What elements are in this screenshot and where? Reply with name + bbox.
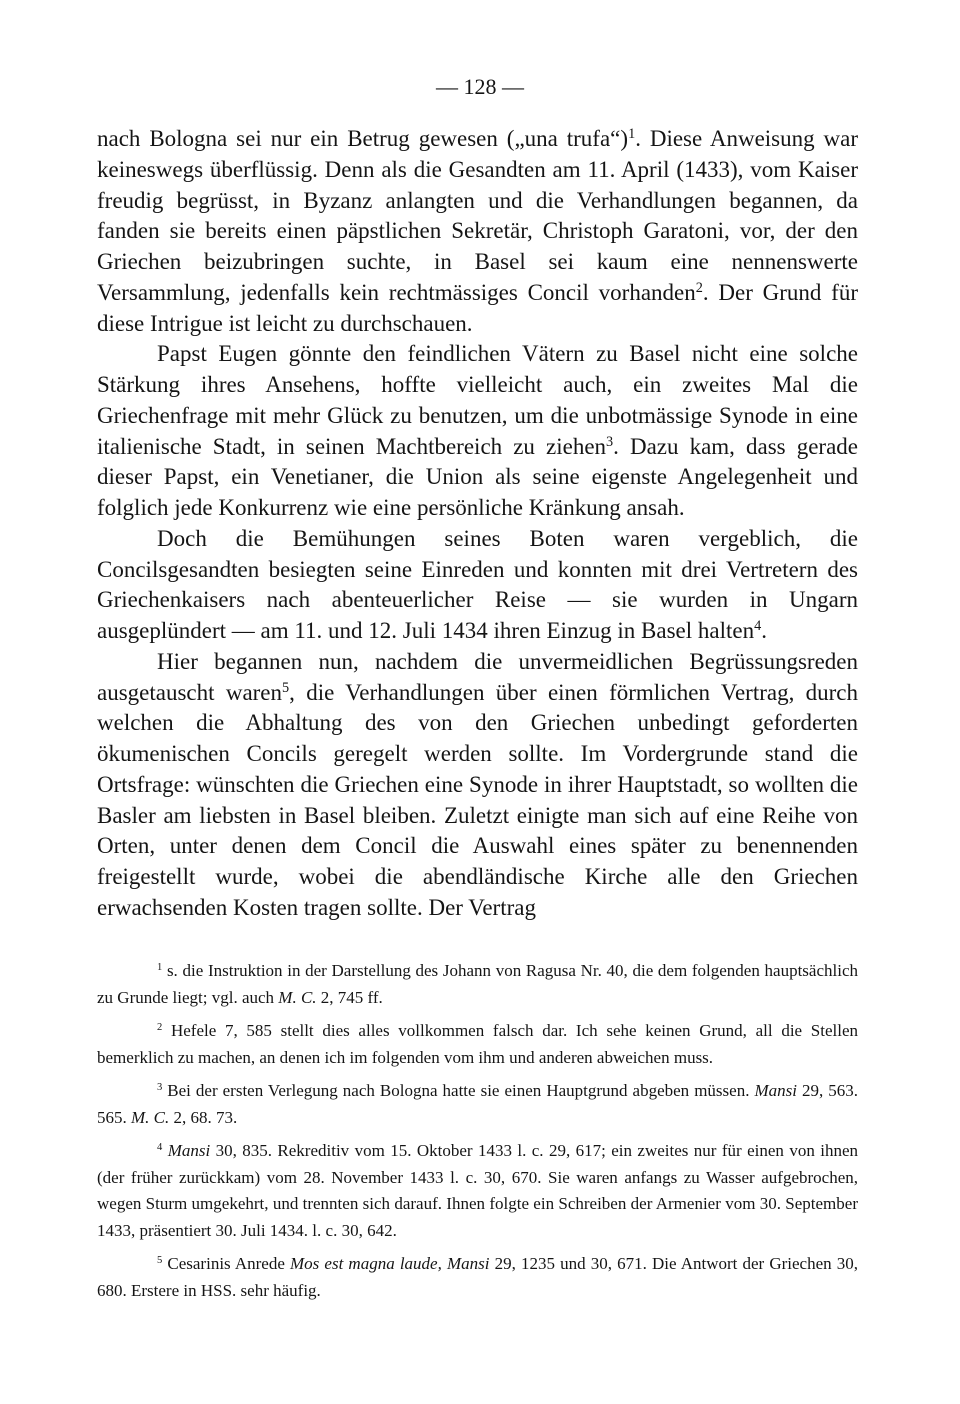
text-run: . — [761, 618, 767, 643]
italic-text: Mansi — [754, 1081, 797, 1100]
text-run: s. die Instruktion in der Darstellung des Johann von Ragusa Nr. 40, die dem folgenden hauptsächlich zu Grunde liegt; vgl. auch — [97, 961, 858, 1007]
italic-text: Mansi — [167, 1141, 211, 1160]
footnote-marker: 3 — [157, 1082, 163, 1094]
footnote-marker: 5 — [282, 679, 290, 696]
text-run: . Der Grund für diese Intrigue ist leicht zu durchschauen. — [97, 279, 858, 336]
text-run: Hier begannen nun, nachdem die unvermeidlichen Begrüssungsreden ausgetauscht waren — [97, 648, 858, 705]
footnote-marker: 1 — [628, 126, 636, 143]
paragraph — [97, 124, 858, 339]
footnote-marker: 2 — [157, 1022, 163, 1034]
text-run: Hefele 7, 585 stellt dies alles vollkommen falsch dar. Ich sehe keinen Grund, all die Stellen bemerklich zu machen, an denen ich im folgenden vom ihm und anderen abweichen muss. — [97, 1021, 858, 1067]
text-run: Papst Eugen gönnte den feindlichen Vätern zu Basel nicht eine solche Stärkung ihres Ansehens, hoffte vielleicht auch, ein zweites Mal die Griechenfrage mit mehr Glück zu benutzen, um die unbotmässige Synode in eine italienische Stadt, in seinen Machtbereich zu ziehen — [97, 341, 858, 459]
footnote — [97, 1078, 858, 1131]
footnote-marker: 3 — [606, 433, 614, 450]
italic-text: Mansi — [446, 1254, 490, 1273]
footnote-marker: 2 — [695, 279, 703, 296]
main-text — [97, 124, 858, 924]
text-run: . Dazu kam, dass gerade dieser Papst, ein Venetianer, die Union als seine eigenste Angelegenheit und folglich jede Konkurrenz wie eine persönliche Kränkung ansah. — [97, 433, 858, 520]
italic-text: Mos est magna laude, — [290, 1254, 442, 1273]
footnote — [97, 958, 858, 1011]
footnote — [97, 1251, 858, 1304]
italic-text: M. C. — [131, 1107, 170, 1127]
text-run: . Diese Anweisung war keineswegs überflüssig. Denn als die Gesandten am 11. April (1433), vom Kaiser freudig begrüsst, in Byzanz anlangten und die Verhandlungen begannen, da fanden sie bereits einen päpstlichen Sekretär, Christoph Garatoni, vor, der den Griechen beizubringen suchte, in Basel sei kaum eine nennenswerte Versammlung, jedenfalls kein rechtmässiges Concil vorhanden — [97, 126, 858, 305]
text-run: 2, 745 ff. — [316, 987, 383, 1007]
footnote — [97, 1018, 858, 1071]
text-run: Cesarinis Anrede — [162, 1254, 290, 1273]
paragraph — [97, 524, 858, 647]
page-number: — 128 — — [436, 74, 524, 99]
text-run: 2, 68. 73. — [169, 1107, 238, 1127]
text-run: nach Bologna sei nur ein Betrug gewesen („una trufa“) — [97, 126, 629, 151]
text-run: Bei der ersten Verlegung nach Bologna hatte sie einen Hauptgrund abgeben müssen. — [162, 1081, 755, 1100]
text-run: Doch die Bemühungen seines Boten waren vergeblich, die Concilsgesandten besiegten seine Einreden und konnten mit drei Vertretern des Griechenkaisers nach abenteuerlicher Reise — sie wurden in Ungarn ausgeplündert — am 11. und 12. Juli 1434 ihren Einzug in Basel halten — [97, 525, 858, 643]
footnote-marker: 4 — [157, 1142, 163, 1154]
paragraph — [97, 647, 858, 924]
text-run: 29, 1235 und 30, 671. Die Antwort der Griechen 30, 680. Erstere in HSS. sehr häufig. — [97, 1254, 858, 1300]
footnotes — [97, 958, 858, 1311]
footnote — [97, 1138, 858, 1244]
footnote-marker: 4 — [754, 618, 762, 635]
paragraph — [97, 339, 858, 524]
italic-text: M. C. — [278, 987, 317, 1007]
footnote-marker: 5 — [157, 1255, 163, 1267]
footnote-marker: 1 — [157, 962, 163, 974]
text-run: 30, 835. Rekreditiv vom 15. Oktober 1433 l. c. 29, 617; ein zweites nur für einen von ihnen (der früher zurückkam) vom 28. November 1433 l. c. 30, 670. Sie waren anfangs zu Wasser aufgebrochen, wegen Sturm umgekehrt, und trennten sich darauf. Ihnen folgte ein Schreiben der Armenier vom 30. September 1433, präsentiert 30. Juli 1434. l. c. 30, 642. — [97, 1141, 859, 1240]
text-run: 29, 563. 565. — [97, 1081, 858, 1127]
text-run: , die Verhandlungen über einen förmlichen Vertrag, durch welchen die Abhaltung des von den Griechen unbedingt geforderten ökumenischen Concils geregelt werden sollte. Im Vordergrunde stand die Ortsfrage: wünschten die Griechen eine Synode in ihrer Hauptstadt, so wollten die Basler am liebsten in Basel bleiben. Zuletzt einigte man sich auf eine Reihe von Orten, unter denen dem Concil die Auswahl eines später zu benennenden freigestellt wurde, wobei die abendländische Kirche alle den Griechen erwachsenden Kosten tragen sollte. Der Vertrag — [97, 679, 859, 920]
